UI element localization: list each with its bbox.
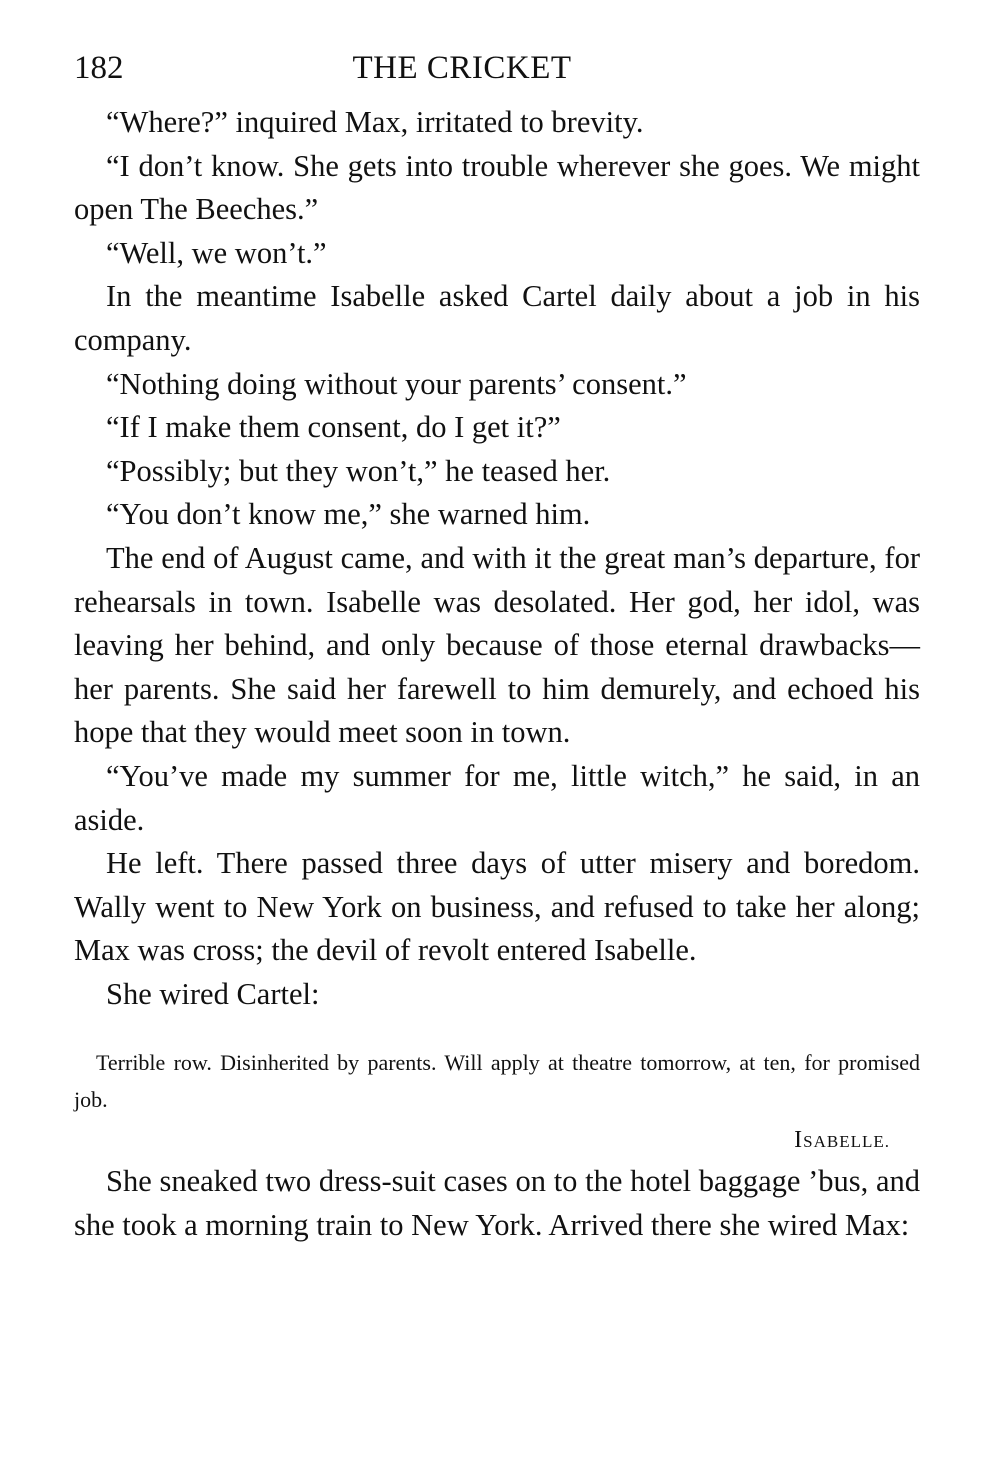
page-header [74,46,920,90]
paragraph: “Where?” inquired Max, irritated to brevity. [106,105,644,139]
paragraph: “If I make them consent, do I get it?” [106,410,561,445]
paragraph: “Well, we won’t.” [106,235,327,270]
paragraph: “Possibly; but they won’t,” he teased her. [106,453,611,488]
body-text [74,101,920,1248]
telegram-block [74,1044,920,1160]
page-number: 182 [74,50,124,86]
paragraph: “You’ve made my summer for me, little witch,” he said, in an aside. [74,758,920,837]
signature-rest: SABELLE. [803,1132,890,1152]
paragraph: “Nothing doing without your parents’ consent.” [106,366,687,401]
telegram-signature [74,1122,890,1160]
paragraph: The end of August came, and with it the great man’s departure, for rehearsals in town. Isabelle was desolated. Her god, her idol, was leaving her behind, and only because of those eternal drawbacks—her parents. She said her farewell to him demurely, and echoed his hope that they would meet soon in town. [74,540,920,750]
paragraph: He left. There passed three days of utter misery and boredom. Wally went to New York on business, and refused to take her along; Max was cross; the devil of revolt entered Isabelle. [74,846,920,968]
signature-initial: I [794,1127,804,1154]
paragraph: In the meantime Isabelle asked Cartel daily about a job in his company. [74,279,920,357]
telegram-text: Terrible row. Disinherited by parents. Will apply at theatre tomorrow, at ten, for promised job. [74,1050,920,1113]
paragraph: “You don’t know me,” she warned him. [106,497,591,532]
paragraph: “I don’t know. She gets into trouble wherever she goes. We might open The Beeches.” [74,148,920,227]
running-title: THE CRICKET [352,50,572,86]
closing-paragraph: She sneaked two dress-suit cases on to the hotel baggage ’bus, and she took a morning train to New York. Arrived there she wired Max: [74,1164,920,1243]
paragraph: She wired Cartel: [106,976,320,1011]
